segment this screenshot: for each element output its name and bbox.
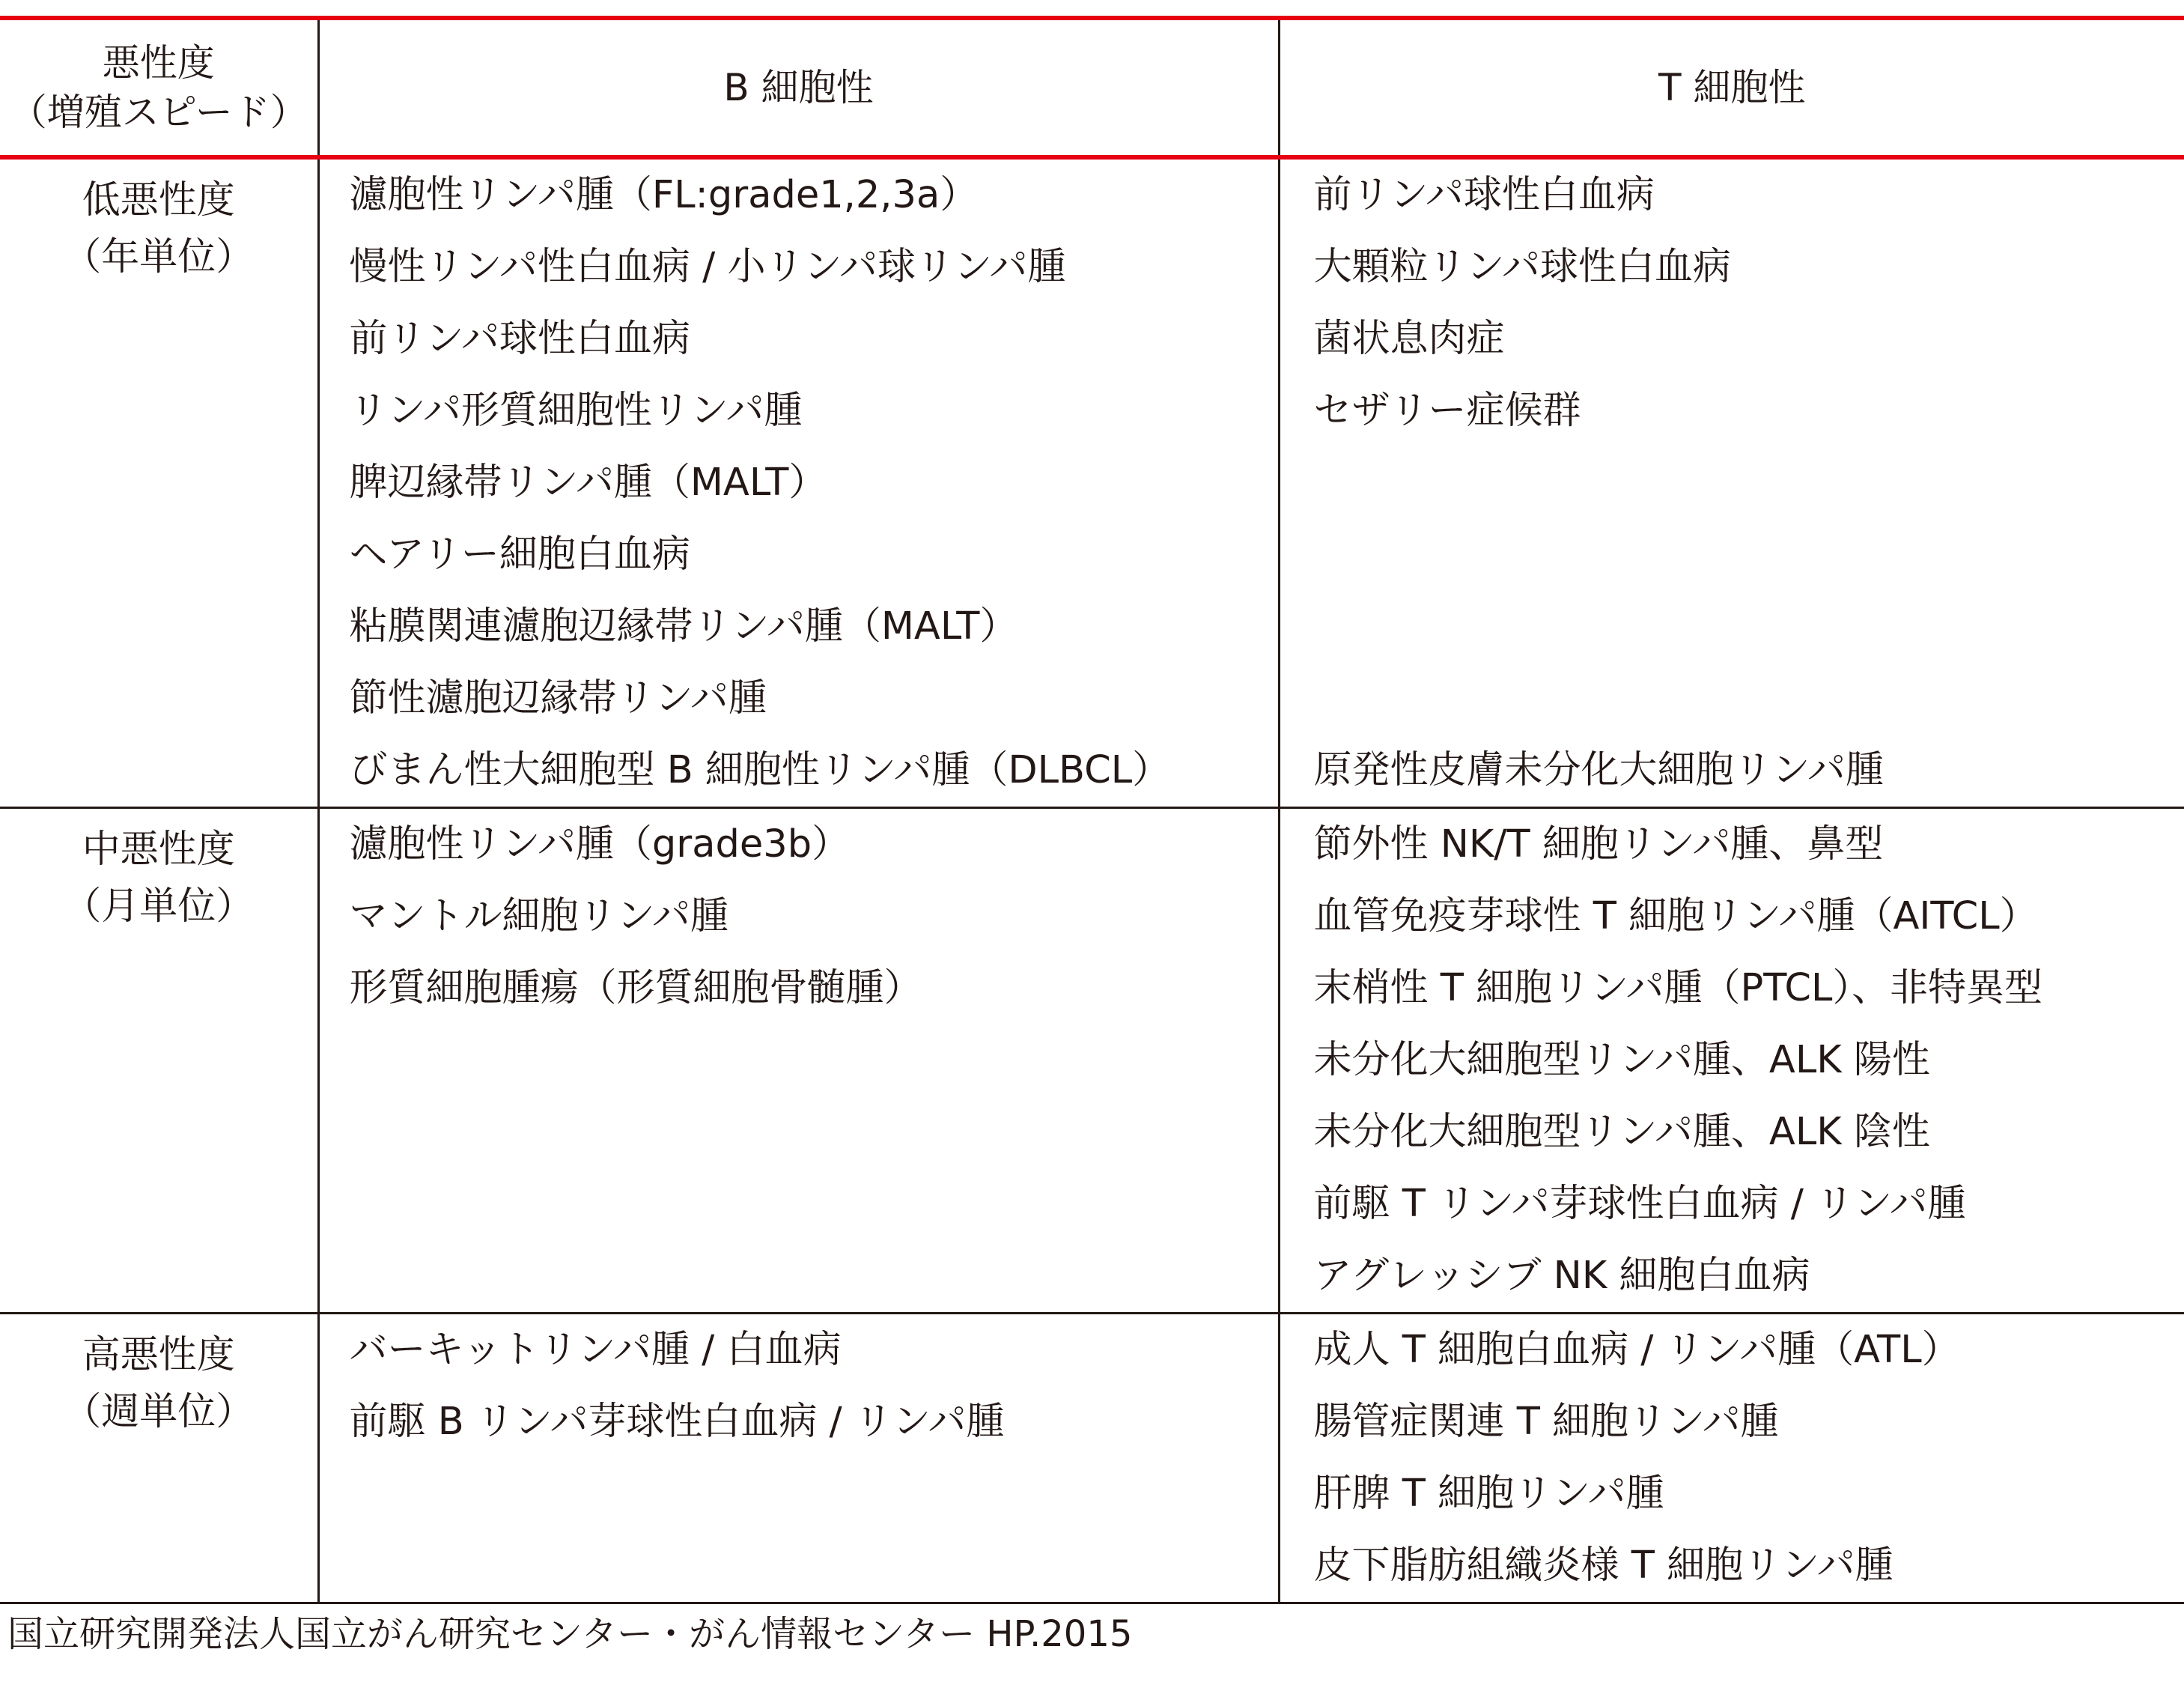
- table-row: [0, 157, 2184, 808]
- grade-cell: [0, 1314, 318, 1603]
- lymphoma-entry: [350, 1024, 1278, 1096]
- grade-unit: （月単位）: [63, 884, 255, 929]
- lymphoma-entry: ヘアリー細胞白血病: [349, 532, 690, 577]
- lymphoma-entry: 前駆 T リンパ芽球性白血病 / リンパ腫: [1313, 1182, 1966, 1226]
- lymphoma-entry: 菌状息肉症: [1313, 317, 1505, 361]
- table-row: [0, 1314, 2184, 1603]
- lymphoma-entry: 皮下脂肪組織炎様 T 細胞リンパ腫: [1313, 1543, 1893, 1588]
- lymphoma-entry: 血管免疫芽球性 T 細胞リンパ腫（AITCL）: [1313, 894, 2038, 938]
- lymphoma-entry: セザリー症候群: [1313, 389, 1581, 433]
- grade-unit: （週単位）: [63, 1390, 255, 1434]
- lymphoma-entry: リンパ形質細胞性リンパ腫: [349, 389, 803, 433]
- header-row: [0, 18, 2184, 157]
- lymphoma-entry: [1314, 519, 2184, 591]
- grade-cell: [0, 808, 318, 1314]
- lymphoma-entry: 大顆粒リンパ球性白血病: [1313, 245, 1731, 289]
- lymphoma-entry: 濾胞性リンパ腫（grade3b）: [349, 822, 851, 866]
- lymphoma-classification-table: [0, 16, 2184, 1604]
- table-row: [0, 808, 2184, 1314]
- lymphoma-entry: 腸管症関連 T 細胞リンパ腫: [1313, 1400, 1779, 1444]
- header-grade: [0, 18, 318, 157]
- lymphoma-entry: [1314, 663, 2184, 735]
- lymphoma-entry: [1314, 591, 2184, 663]
- source-note: 国立研究開発法人国立がん研究センター・がん情報センター HP.2015: [7, 1613, 1133, 1655]
- lymphoma-entry: マントル細胞リンパ腫: [349, 894, 728, 938]
- lymphoma-entry: [1314, 447, 2184, 519]
- t-cell-list: [1279, 808, 2184, 1314]
- lymphoma-entry: [350, 1458, 1278, 1530]
- grade-cell: [0, 157, 318, 808]
- lymphoma-entry: [350, 1168, 1278, 1240]
- b-cell-list: [318, 808, 1279, 1314]
- lymphoma-entry: 前リンパ球性白血病: [1313, 173, 1655, 217]
- lymphoma-entry: 末梢性 T 細胞リンパ腫（PTCL）、非特異型: [1313, 966, 2042, 1010]
- lymphoma-entry: 肝脾 T 細胞リンパ腫: [1313, 1472, 1664, 1516]
- lymphoma-entry: 節性濾胞辺縁帯リンパ腫: [349, 676, 767, 720]
- lymphoma-entry: 前リンパ球性白血病: [349, 317, 690, 361]
- lymphoma-entry: 未分化大細胞型リンパ腫、ALK 陽性: [1313, 1038, 1930, 1082]
- lymphoma-entry: 未分化大細胞型リンパ腫、ALK 陰性: [1313, 1110, 1930, 1154]
- lymphoma-entry: 形質細胞腫瘍（形質細胞骨髄腫）: [349, 966, 922, 1010]
- header-b-cell: B 細胞性: [318, 18, 1279, 157]
- b-cell-list: [318, 157, 1279, 808]
- b-cell-list: [318, 1314, 1279, 1603]
- grade-label: 高悪性度: [82, 1333, 235, 1377]
- lymphoma-entry: アグレッシブ NK 細胞白血病: [1313, 1254, 1810, 1298]
- t-cell-list: [1279, 157, 2184, 808]
- lymphoma-entry: 濾胞性リンパ腫（FL:grade1,2,3a）: [349, 173, 979, 217]
- lymphoma-entry: 原発性皮膚未分化大細胞リンパ腫: [1313, 748, 1884, 792]
- lymphoma-entry: 前駆 B リンパ芽球性白血病 / リンパ腫: [349, 1400, 1005, 1444]
- lymphoma-entry: びまん性大細胞型 B 細胞性リンパ腫（DLBCL）: [349, 748, 1171, 792]
- header-t-cell: T 細胞性: [1279, 18, 2184, 157]
- lymphoma-entry: 粘膜関連濾胞辺縁帯リンパ腫（MALT）: [349, 604, 1018, 649]
- grade-label: 中悪性度: [82, 828, 235, 872]
- header-grade-subtitle: （増殖スピード）: [9, 91, 308, 134]
- lymphoma-entry: 慢性リンパ性白血病 / 小リンパ球リンパ腫: [349, 245, 1066, 289]
- t-cell-list: [1279, 1314, 2184, 1603]
- lymphoma-entry: バーキットリンパ腫 / 白血病: [349, 1328, 842, 1372]
- lymphoma-entry: [350, 1530, 1278, 1602]
- lymphoma-entry: 節外性 NK/T 細胞リンパ腫、鼻型: [1313, 822, 1884, 866]
- grade-label: 低悪性度: [82, 178, 235, 222]
- lymphoma-entry: 成人 T 細胞白血病 / リンパ腫（ATL）: [1313, 1328, 1960, 1372]
- lymphoma-entry: 脾辺縁帯リンパ腫（MALT）: [349, 461, 827, 505]
- grade-unit: （年単位）: [63, 235, 255, 279]
- lymphoma-entry: [350, 1096, 1278, 1168]
- header-grade-title: 悪性度: [102, 41, 215, 85]
- lymphoma-entry: [350, 1240, 1278, 1312]
